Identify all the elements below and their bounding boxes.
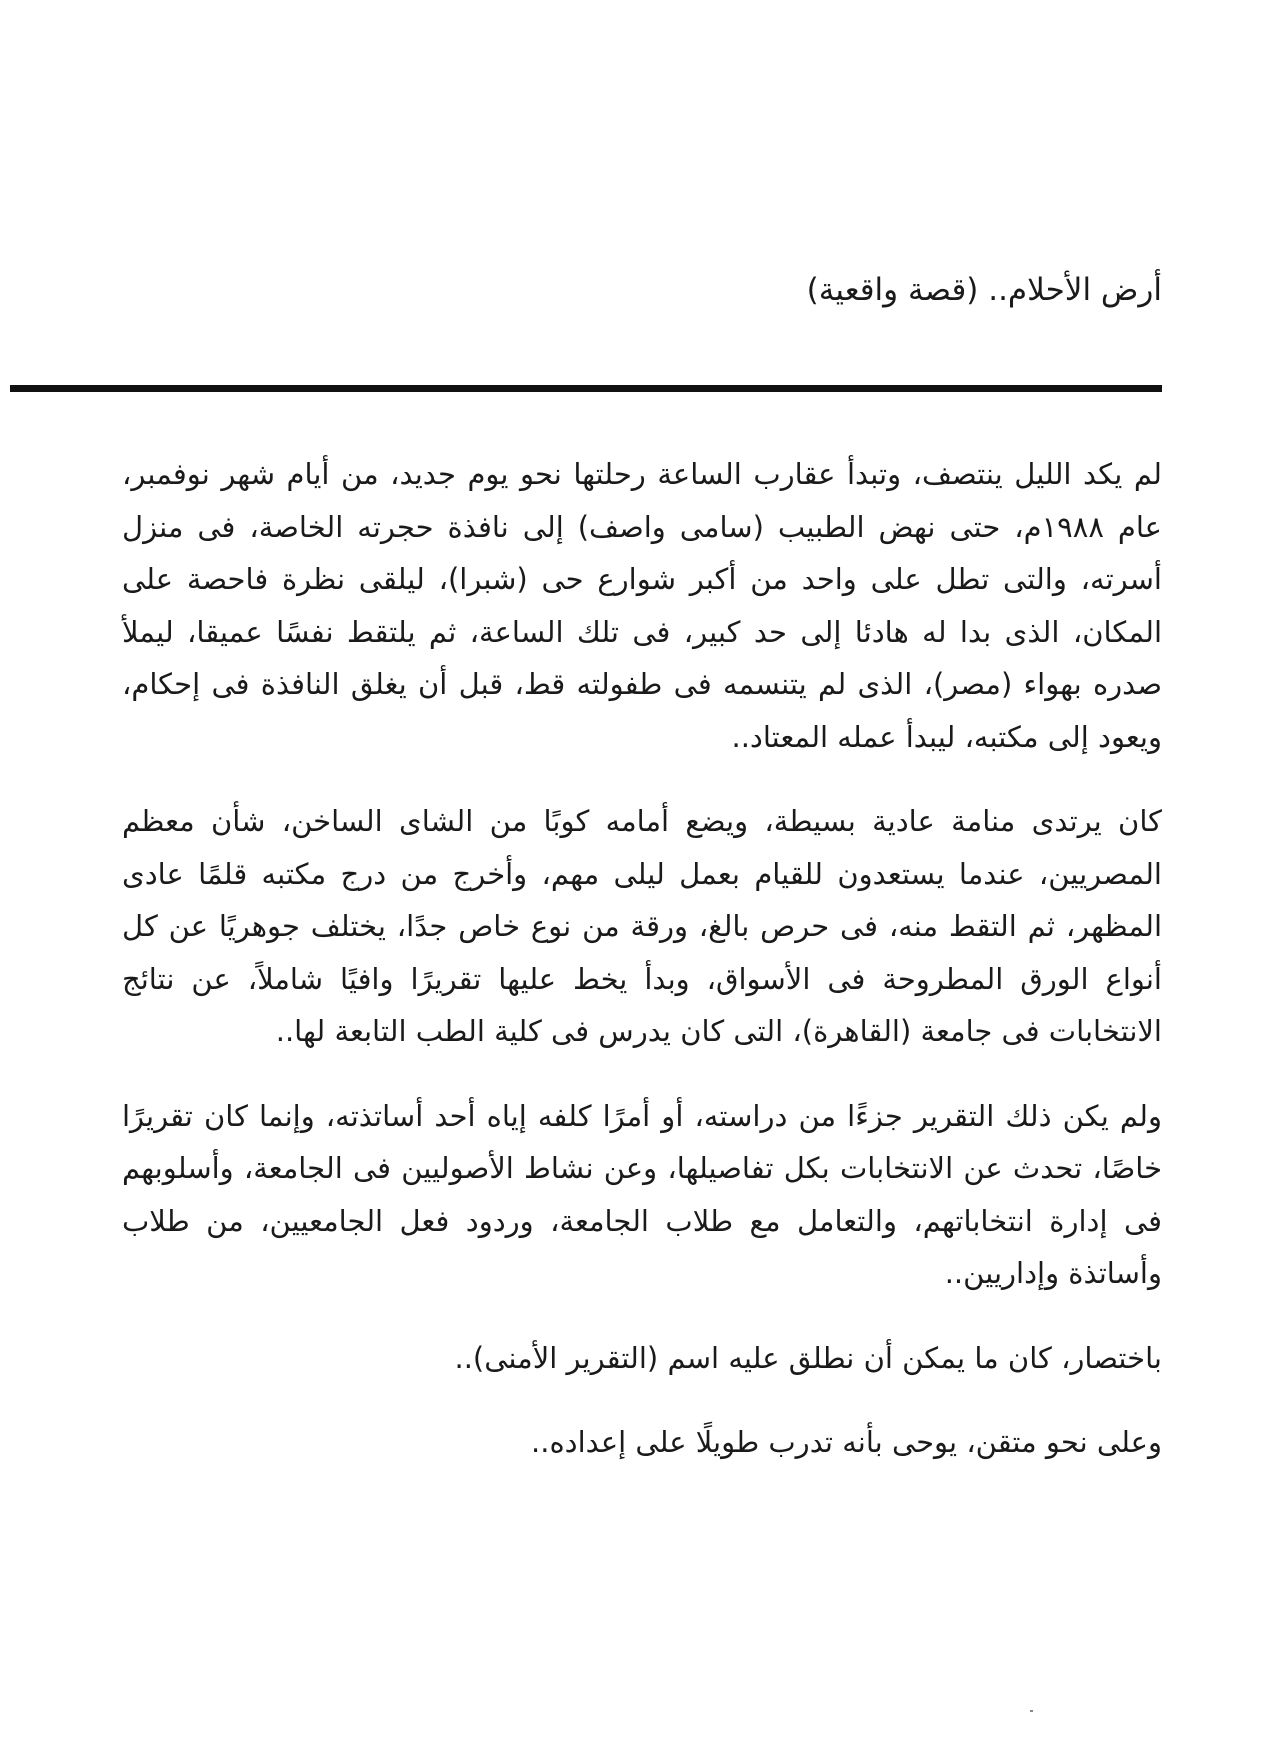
paragraph: وعلى نحو متقن، يوحى بأنه تدرب طويلًا على إعداده.. bbox=[531, 1425, 1162, 1459]
header-divider bbox=[10, 385, 1162, 392]
paragraph: ولم يكن ذلك التقرير جزءًا من دراسته، أو أمرًا كلفه إياه أحد أساتذته، وإنما كان تقريرًا خاصًا، تحدث عن الانتخابات بكل تفاصيلها، وعن نشاط الأصوليين فى الجامعة، وأسلوبهم فى إدارة انتخاباتهم، والتعامل مع طلاب الجامعة، وردود فعل الجامعيين، من طلاب وأساتذة وإداريين.. bbox=[122, 1098, 1162, 1290]
paragraph: باختصار، كان ما يمكن أن نطلق عليه اسم (التقرير الأمنى).. bbox=[454, 1340, 1162, 1375]
body-text bbox=[122, 448, 1162, 1501]
page-dot bbox=[1030, 1710, 1033, 1712]
paragraph: كان يرتدى منامة عادية بسيطة، ويضع أمامه كوبًا من الشاى الساخن، شأن معظم المصريين، عندما يستعدون للقيام بعمل ليلى مهم، وأخرج من درج مكتبه قلمًا عادى المظهر، ثم التقط منه، فى حرص بالغ، ورقة من نوع خاص جدًا، يختلف جوهريًا عن كل أنواع الورق المطروحة فى الأسواق، وبدأ يخط عليها تقريرًا وافيًا شاملاً، عن نتائج الانتخابات فى جامعة (القاهرة)، التى كان يدرس فى كلية الطب التابعة لها.. bbox=[122, 804, 1162, 1048]
paragraph: لم يكد الليل ينتصف، وتبدأ عقارب الساعة رحلتها نحو يوم جديد، من أيام شهر نوفمبر، عام ١٩٨٨م، حتى نهض الطبيب (سامى واصف) إلى نافذة حجرته الخاصة، فى منزل أسرته، والتى تطل على واحد من أكبر شوارع حى (شبرا)، ليلقى نظرة فاحصة على المكان، الذى بدا له هادئا إلى حد كبير، فى تلك الساعة، ثم يلتقط نفسًا عميقا، ليملأ صدره بهواء (مصر)، الذى لم يتنسمه فى طفولته قط، قبل أن يغلق النافذة فى إحكام، ويعود إلى مكتبه، ليبدأ عمله المعتاد.. bbox=[122, 457, 1162, 754]
page-header-title: أرض الأحلام.. (قصة واقعية) bbox=[806, 272, 1162, 308]
